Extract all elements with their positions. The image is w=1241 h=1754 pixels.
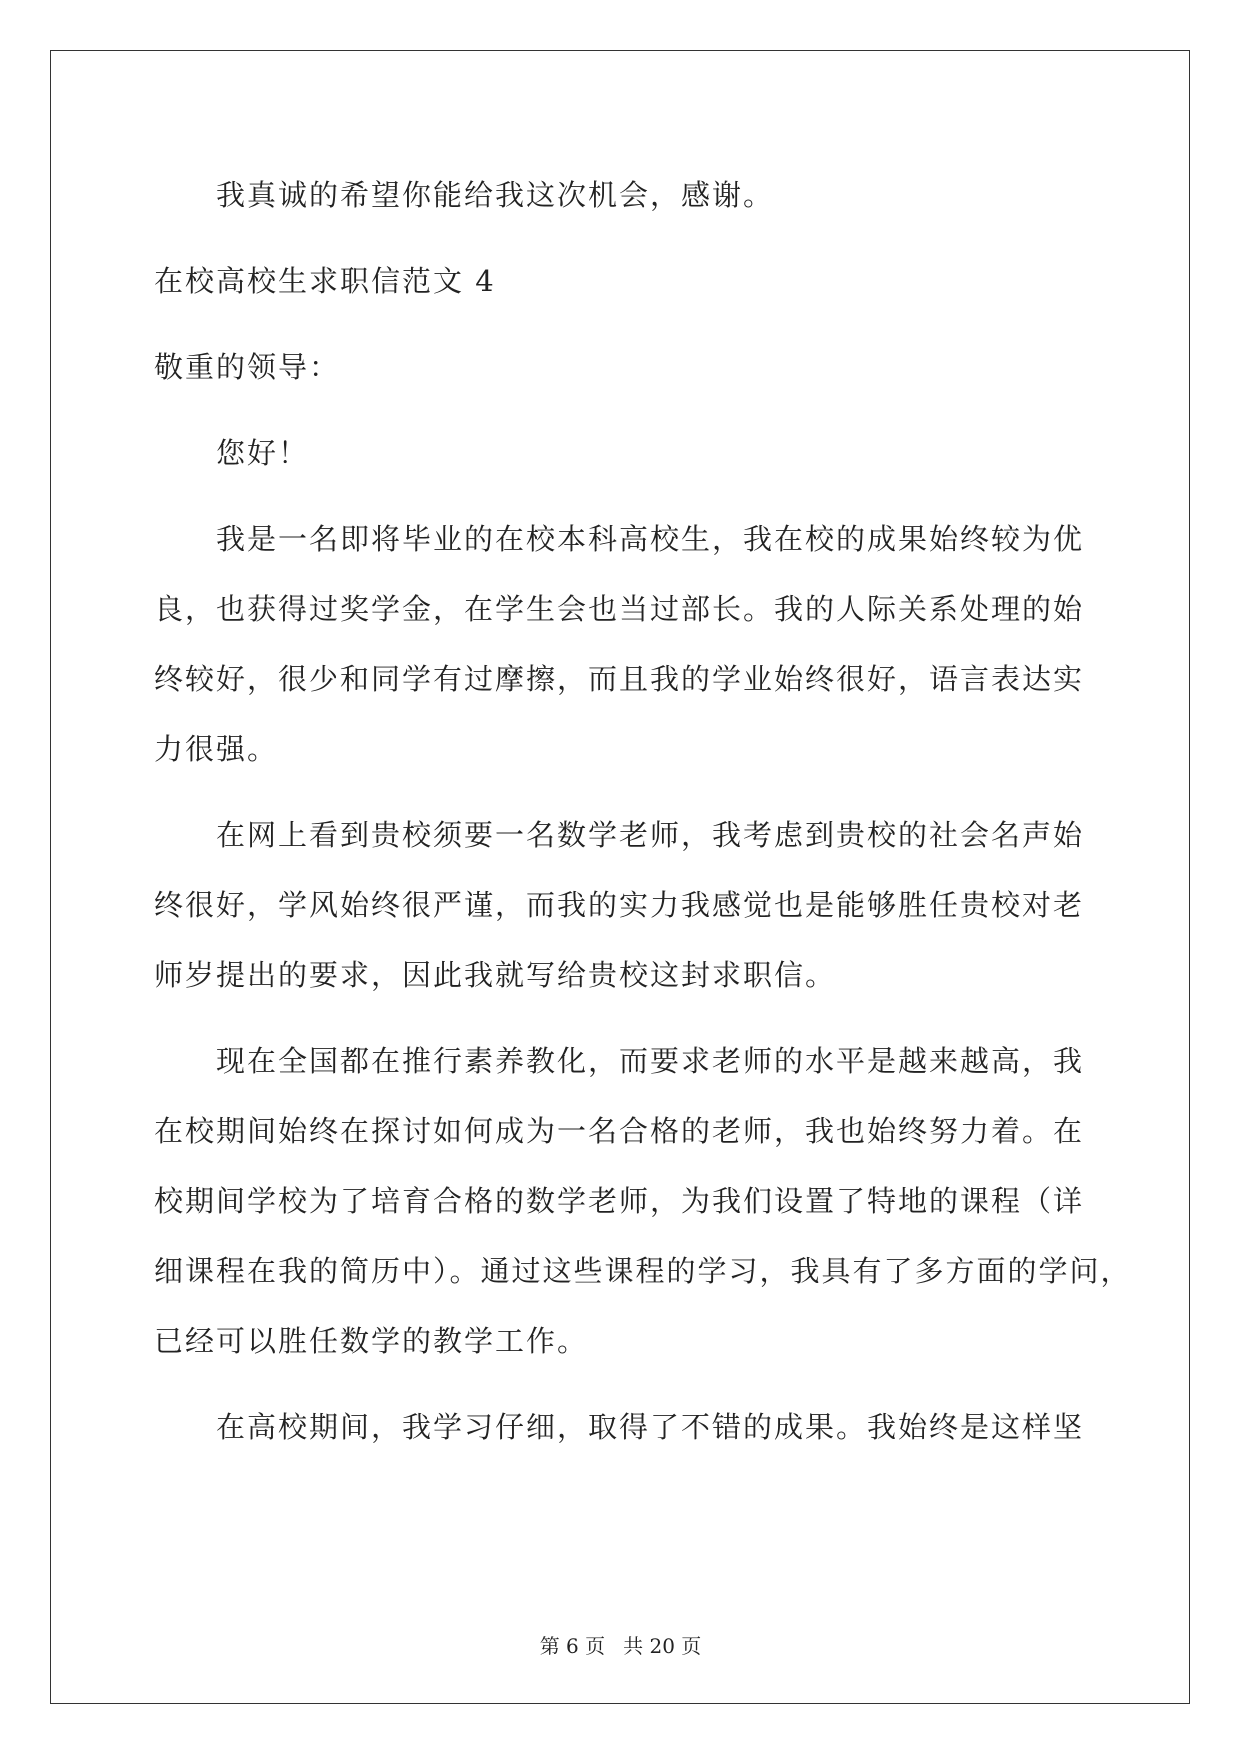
paragraph-line: 终很好，学风始终很严谨，而我的实力我感觉也是能够胜任贵校对老 [154, 888, 1085, 922]
total-pages: 共 20 页 [623, 1634, 702, 1658]
paragraph-line: 我是一名即将毕业的在校本科高校生，我在校的成果始终较为优 [216, 522, 1085, 556]
paragraph-line: 在高校期间，我学习仔细，取得了不错的成果。我始终是这样坚 [216, 1410, 1085, 1444]
closing-line: 我真诚的希望你能给我这次机会，感谢。 [216, 178, 775, 212]
page-number: 第 6 页 [539, 1634, 606, 1658]
paragraph-line: 在网上看到贵校须要一名数学老师，我考虑到贵校的社会名声始 [216, 818, 1085, 852]
paragraph-line: 终较好，很少和同学有过摩擦，而且我的学业始终很好，语言表达实 [154, 662, 1085, 696]
document-body [154, 160, 1132, 1462]
page-footer [0, 1630, 1241, 1659]
salutation: 敬重的领导： [154, 350, 341, 384]
paragraph-line: 在校期间始终在探讨如何成为一名合格的老师，我也始终努力着。在 [154, 1114, 1085, 1148]
paragraph-2 [154, 800, 1090, 1010]
paragraph-4 [154, 1392, 1090, 1462]
paragraph-line: 良，也获得过奖学金，在学生会也当过部长。我的人际关系处理的始 [154, 592, 1085, 626]
paragraph-3 [154, 1026, 1132, 1376]
paragraph-line: 力很强。 [154, 732, 279, 766]
section-title: 在校高校生求职信范文 4 [154, 264, 496, 298]
paragraph-line: 现在全国都在推行素养教化，而要求老师的水平是越来越高，我 [216, 1044, 1085, 1078]
paragraph-line: 校期间学校为了培育合格的数学老师，为我们设置了特地的课程（详 [154, 1184, 1085, 1218]
paragraph-line: 细课程在我的简历中）。通过这些课程的学习，我具有了多方面的学问， [154, 1254, 1132, 1288]
paragraph-line: 师岁提出的要求，因此我就写给贵校这封求职信。 [154, 958, 837, 992]
greeting: 您好！ [216, 436, 310, 470]
paragraph-line: 已经可以胜任数学的教学工作。 [154, 1324, 589, 1358]
paragraph-1 [154, 504, 1090, 784]
